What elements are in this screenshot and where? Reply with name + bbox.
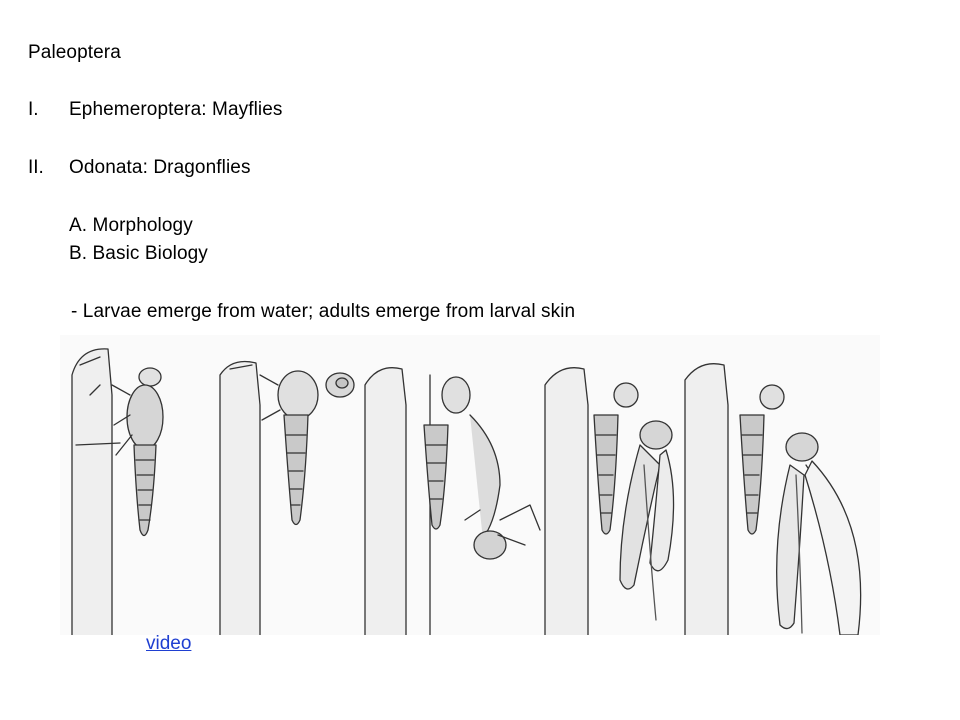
sub-item-a: A. Morphology — [69, 215, 193, 236]
dragonfly-emergence-illustration — [60, 335, 880, 635]
slide-heading: Paleoptera — [28, 42, 121, 63]
bullet-text: - Larvae emerge from water; adults emerge from larval skin — [71, 301, 576, 322]
video-link[interactable]: video — [146, 633, 192, 654]
sub-item-b: B. Basic Biology — [69, 243, 208, 264]
outline-item-2: Odonata: Dragonflies — [69, 157, 251, 178]
outline-item-1: Ephemeroptera: Mayflies — [69, 99, 283, 120]
bullet-clip — [0, 300, 960, 324]
outline-number-1: I. — [28, 99, 39, 120]
outline-number-2: II. — [28, 157, 44, 178]
